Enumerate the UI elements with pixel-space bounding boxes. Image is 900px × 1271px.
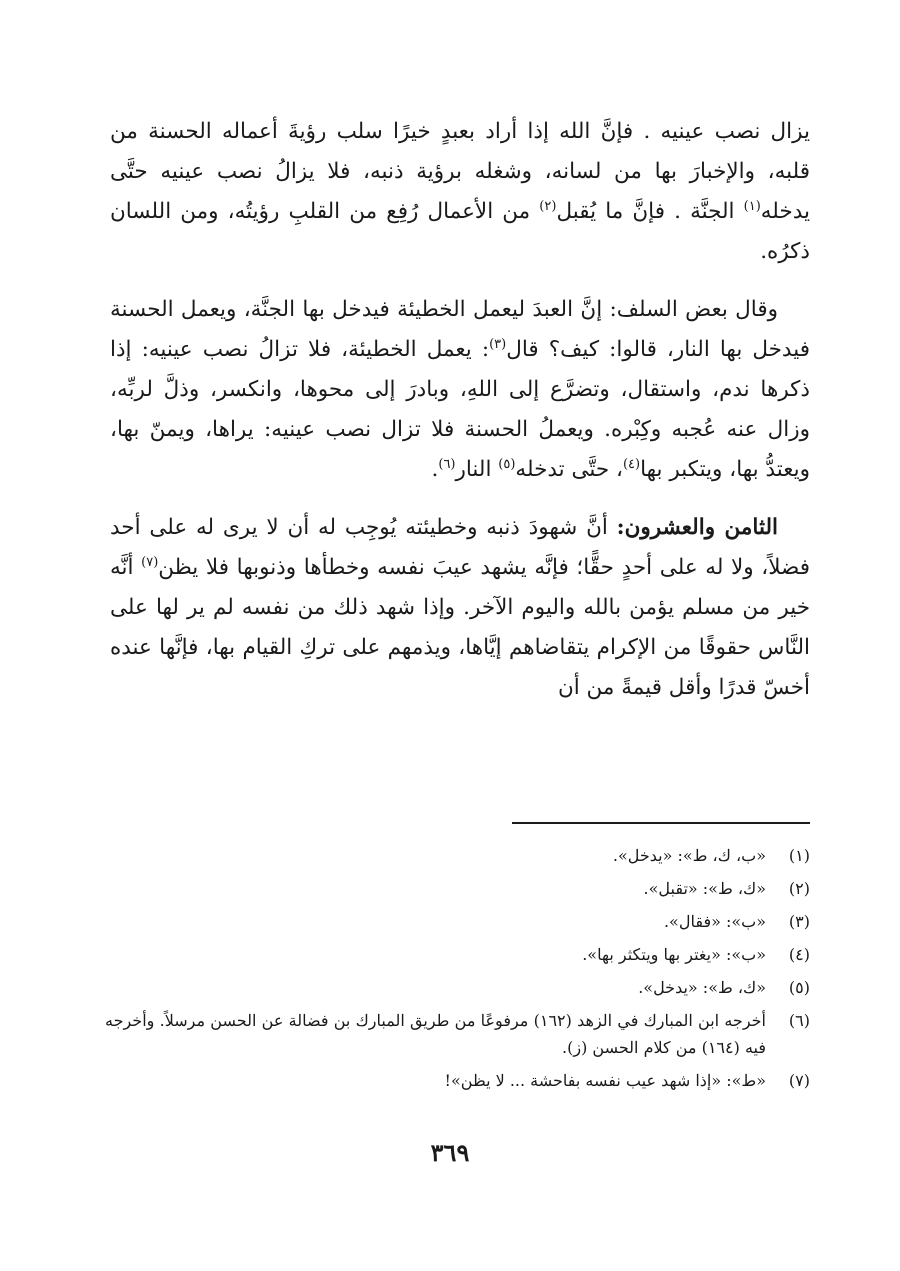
text-run: أنَّ شهودَ ذنبه وخطيئته يُوجِب له أن لا يرى له على أحد فضلاً، ولا له على أحدٍ حقًّا؛ فإنَّه يشهد عيبَ نفسه وخطأها وذنوبها فلا يظن: [110, 515, 810, 580]
footnote-number: (٥): [788, 978, 810, 997]
paragraph-3: [110, 508, 810, 708]
footnote-ref-3[interactable]: (٣): [489, 336, 507, 352]
footnote-text: «ب، ك، ط»: «يدخل».: [612, 846, 766, 865]
footnote: [105, 875, 810, 902]
footnote-text: «ك، ط»: «تقبل».: [643, 879, 766, 898]
footnote-ref-6[interactable]: (٦): [438, 456, 456, 472]
paragraph-1: [110, 112, 810, 272]
footnote: [105, 1067, 810, 1094]
footnote-number: (٤): [788, 945, 810, 964]
text-run: يزال نصب عينيه . فإنَّ الله إذا أراد بعبدٍ خيرًا سلب رؤيةَ أعماله الحسنة من قلبه، والإخبارَ بها من لسانه، وشغله برؤية ذنبه، فلا يزالُ نصب عينيه حتَّى يدخله: [110, 119, 810, 224]
footnote-ref-5[interactable]: (٥): [498, 456, 516, 472]
paragraph-2: [110, 290, 810, 490]
text-run: من الأعمال رُفِع من القلبِ رؤيتُه، ومن اللسان ذكرُه.: [110, 199, 810, 264]
text-run: : يعمل الخطيئة، فلا تزالُ نصب عينيه: إذا ذكرها ندم، واستقال، وتضرَّع إلى اللهِ، وبادرَ إلى محوها، وانكسر، وذلَّ لربِّه، وزال عنه عُجبه وكِبْره. ويعملُ الحسنة فلا تزال نصب عينيه: يراها، ويمنّ بها، ويعتدُّ بها، ويتكبر بها: [110, 337, 810, 482]
footnote-ref-1[interactable]: (١): [743, 198, 761, 214]
text-run: ، حتَّى تدخله: [515, 457, 623, 482]
text-run: أنَّه خير من مسلم يؤمن بالله واليوم الآخر. وإذا شهد ذلك من نفسه لم ير لها على النَّاس حقوقًا من الإكرام يتقاضاهم إيَّاها، ويذمهم على تركِ القيام بها، فإنَّها عنده أخسّ قدرًا وأقل قيمةً من أن: [110, 555, 810, 700]
section-heading: الثامن والعشرون:: [616, 515, 778, 540]
footnote-ref-7[interactable]: (٧): [141, 554, 159, 570]
footnote: [105, 1007, 810, 1061]
footnote-ref-2[interactable]: (٢): [539, 198, 557, 214]
footnote-text: «ط»: «إذا شهد عيب نفسه بفاحشة ... لا يظن»!: [444, 1071, 766, 1090]
footnote-text: «ب»: «يغتر بها ويتكثر بها».: [582, 945, 766, 964]
footnote-ref-4[interactable]: (٤): [622, 456, 641, 472]
footnote-divider: [512, 822, 810, 824]
main-text: [110, 112, 810, 708]
text-run: وقال بعض السلف: إنَّ العبدَ ليعمل الخطيئة فيدخل بها الجنَّة، ويعمل الحسنة فيدخل بها النار، قالوا: كيف؟ قال: [110, 297, 810, 362]
text-run: الجنَّة . فإنَّ ما يُقبل: [556, 199, 744, 224]
footnote-number: (٧): [788, 1071, 810, 1090]
footnote-number: (١): [788, 846, 810, 865]
footnote-text: «ب»: «فقال».: [663, 912, 766, 931]
text-run: النار: [455, 457, 499, 482]
footnote: [105, 842, 810, 869]
footnote: [105, 974, 810, 1001]
footnote: [105, 941, 810, 968]
footnote-text: أخرجه ابن المبارك في الزهد (١٦٢) مرفوعًا من طريق المبارك بن فضالة عن الحسن مرسلاً. وأخرجه فيه (١٦٤) من كلام الحسن (ز).: [105, 1011, 766, 1057]
footnote-number: (٣): [788, 912, 810, 931]
text-run: .: [431, 457, 439, 482]
footnotes: [105, 842, 810, 1100]
footnote-text: «ك، ط»: «يدخل».: [638, 978, 766, 997]
footnote-number: (٦): [788, 1011, 810, 1030]
footnote: [105, 908, 810, 935]
footnote-number: (٢): [788, 879, 810, 898]
page-number: ٣٦٩: [430, 1138, 470, 1167]
